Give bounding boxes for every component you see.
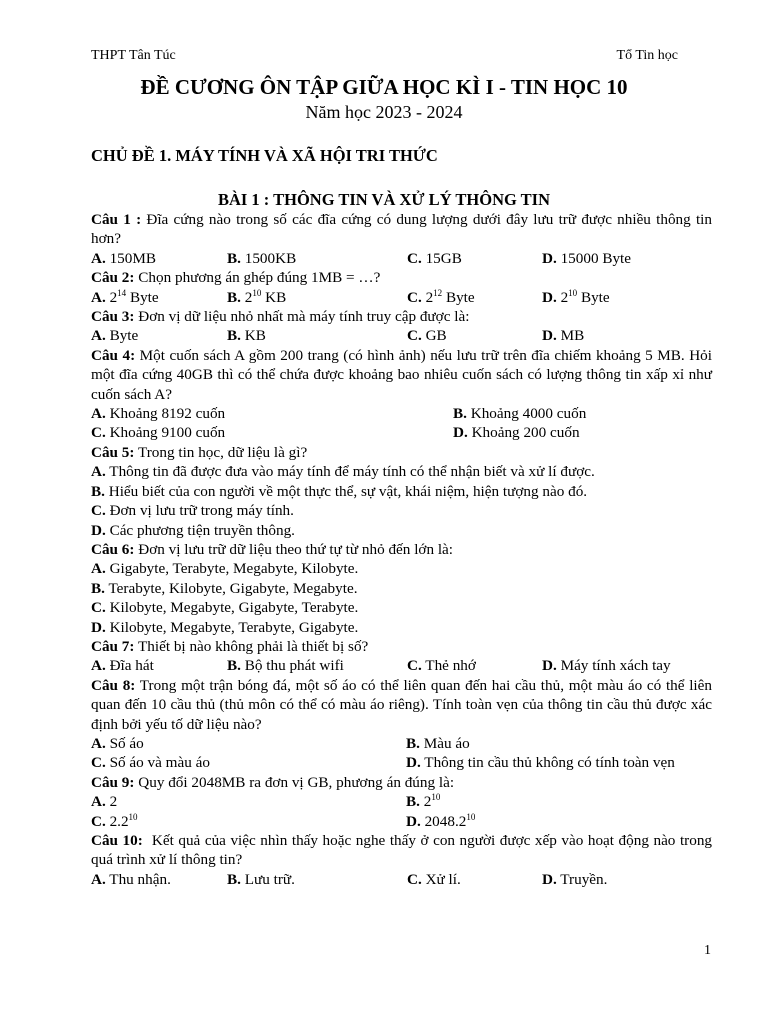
- question-text: Thiết bị nào không phải là thiết bị số?: [134, 637, 369, 655]
- option-a: A. Khoảng 8192 cuốn: [91, 405, 226, 423]
- question-text: Đơn vị lưu trữ dữ liệu theo thứ tự từ nhỏ đến lớn là:: [134, 540, 454, 558]
- question-label: Câu 8:: [91, 676, 136, 694]
- answer-row: [91, 656, 712, 675]
- answer-row: [91, 326, 712, 345]
- option-c: C. Kilobyte, Megabyte, Gigabyte, Terabyte.: [91, 599, 359, 617]
- option-c: C. $2^{12}$ Byte: [407, 287, 475, 306]
- option-c: C. Đơn vị lưu trữ trong máy tính.: [91, 502, 294, 520]
- option-b: B. Hiểu biết của con người về một thực thể, sự vật, khái niệm, hiện tượng nào đó.: [91, 482, 588, 500]
- option-c: C. GB: [407, 327, 447, 345]
- question-5: [91, 443, 712, 462]
- option-b: B. $2^{10}$ KB: [227, 287, 287, 306]
- option-d: D. Truyền.: [542, 870, 608, 888]
- document-title: ĐỀ CƯƠNG ÔN TẬP GIỮA HỌC KÌ I - TIN HỌC 10: [140, 75, 628, 99]
- page-number: 1: [704, 943, 711, 958]
- lesson-heading: BÀI 1 : THÔNG TIN VÀ XỬ LÝ THÔNG TIN: [217, 190, 551, 209]
- question-text: Trong một trận bóng đá, một số áo có thể liên quan đến hai cầu thủ, một màu áo có thể liên quan đến 10 cầu thủ (thủ môn có thể có màu áo riêng). Tính toàn vẹn của thông tin cầu thủ được xác định bởi yếu tố dữ liệu nào?: [91, 676, 712, 733]
- option-d: D. MB: [542, 327, 585, 345]
- option-a: A. Gigabyte, Terabyte, Megabyte, Kilobyte.: [91, 560, 359, 578]
- option-c: C. Xử lí.: [407, 870, 461, 888]
- question-7: [91, 637, 712, 656]
- option-b: B. 1500KB: [227, 249, 297, 267]
- question-1: [91, 210, 712, 249]
- answer-row: [91, 288, 712, 307]
- option-a: A. Số áo: [91, 734, 144, 752]
- option-a: A. Byte: [91, 327, 139, 345]
- option-c: C. Số áo và màu áo: [91, 754, 210, 772]
- question-label: Câu 10:: [91, 832, 143, 849]
- answer-row: [91, 734, 712, 753]
- question-text: Đĩa cứng nào trong số các đĩa cứng có dung lượng dưới đây lưu trữ được nhiều thông tin hơn?: [91, 211, 713, 248]
- option-b: B. KB: [227, 327, 266, 345]
- question-label: Câu 4:: [91, 346, 136, 364]
- question-text: Một cuốn sách A gồm 200 trang (có hình ảnh) nếu lưu trữ trên đĩa chiếm khoảng 5 MB. Hỏi một đĩa cứng 40GB thì có thể chứa được khoảng bao nhiêu cuốn sách có lượng thông tin xấp xỉ như cuốn sách A?: [91, 346, 712, 403]
- question-2: [91, 268, 712, 287]
- answer-row: [91, 404, 712, 423]
- option-b: B. Bộ thu phát wifi: [227, 657, 344, 675]
- option-c: C. $2.2^{10}$: [91, 811, 138, 830]
- option-d: D. 2048.2$^{10}$: [406, 811, 476, 830]
- option-b: B. $2^{10}$: [406, 792, 441, 811]
- option-b: B. Lưu trữ.: [227, 870, 295, 888]
- question-3: [91, 307, 712, 326]
- option-a: A. Thu nhận.: [91, 870, 171, 888]
- question-text: Quy đổi 2048MB ra đơn vị GB, phương án đúng là:: [134, 773, 455, 791]
- option-d: D. Các phương tiện truyền thông.: [91, 521, 295, 539]
- option-a: A. Đĩa hát: [91, 657, 154, 675]
- question-9: [91, 773, 712, 792]
- answer-row: [91, 249, 712, 268]
- topic-heading: CHỦ ĐỀ 1. MÁY TÍNH VÀ XÃ HỘI TRI THỨC: [91, 146, 438, 165]
- question-label: Câu 9:: [91, 773, 135, 791]
- option-c: C. Thẻ nhớ: [407, 657, 476, 675]
- option-a: A. 2: [91, 793, 118, 811]
- option-d: D. $2^{10}$ Byte: [542, 287, 610, 306]
- option-b: B. Khoảng 4000 cuốn: [453, 405, 587, 423]
- option-b: B. Màu áo: [406, 734, 470, 752]
- question-text: Đơn vị dữ liệu nhỏ nhất mà máy tính truy cập được là:: [134, 308, 470, 326]
- option-a: A. 150MB: [91, 249, 156, 267]
- question-label: Câu 7:: [91, 637, 135, 655]
- question-label: Câu 6:: [91, 540, 135, 558]
- question-label: Câu 2:: [91, 269, 135, 287]
- question-6: [91, 540, 712, 559]
- question-text: Kết quả của việc nhìn thấy hoặc nghe thấy ở con người được xếp vào hoạt động nào trong quá trình xử lí thông tin?: [91, 832, 716, 869]
- question-list: [91, 210, 716, 889]
- option-d: D. Thông tin cầu thủ không có tính toàn vẹn: [406, 754, 675, 772]
- answer-row: [91, 753, 712, 772]
- question-text: Chọn phương án ghép đúng 1MB = …?: [134, 269, 381, 287]
- option-c: C. 15GB: [407, 249, 462, 267]
- option-d: D. Khoảng 200 cuốn: [453, 424, 580, 442]
- question-text: Trong tin học, dữ liệu là gì?: [134, 443, 308, 461]
- answer-row: [91, 792, 712, 811]
- question-label: Câu 1 :: [91, 211, 142, 228]
- option-d: D. Kilobyte, Megabyte, Terabyte, Gigabyte.: [91, 618, 359, 636]
- department-name: Tổ Tin học: [616, 48, 678, 63]
- question-label: Câu 5:: [91, 443, 135, 461]
- school-year: Năm học 2023 - 2024: [305, 102, 463, 122]
- answer-row: [91, 812, 712, 831]
- option-d: D. Máy tính xách tay: [542, 657, 671, 675]
- option-b: B. Terabyte, Kilobyte, Gigabyte, Megabyte.: [91, 579, 358, 597]
- answer-row: [91, 870, 712, 889]
- answer-row: [91, 423, 712, 442]
- option-d: D. 15000 Byte: [542, 249, 632, 267]
- question-8: [91, 676, 712, 734]
- question-label: Câu 3:: [91, 308, 135, 326]
- question-10: [91, 831, 716, 870]
- option-a: A. Thông tin đã được đưa vào máy tính để máy tính có thể nhận biết và xử lí được.: [91, 463, 595, 481]
- option-a: A. $2^{14}$ Byte: [91, 287, 159, 306]
- option-c: C. Khoảng 9100 cuốn: [91, 424, 226, 442]
- question-4: [91, 346, 712, 404]
- school-name: THPT Tân Túc: [91, 48, 176, 63]
